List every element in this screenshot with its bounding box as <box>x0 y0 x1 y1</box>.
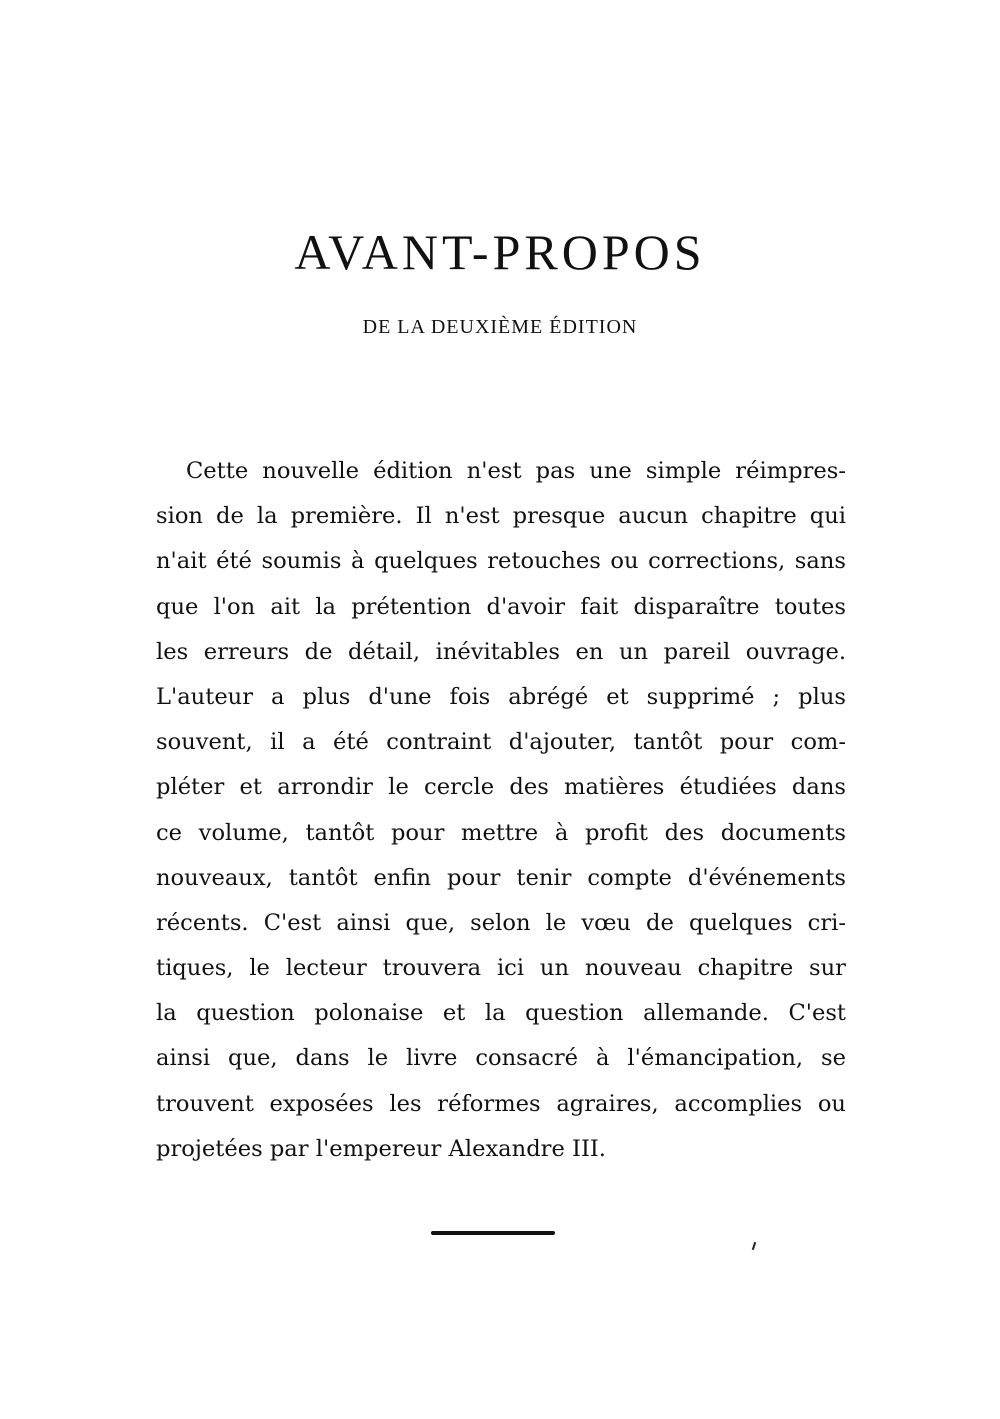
text-line: récents. C'est ainsi que, selon le vœu de quelques cri- <box>156 909 846 936</box>
body-paragraph <box>156 449 846 1172</box>
ink-speck <box>752 1242 756 1250</box>
text-line: sion de la première. Il n'est presque aucun chapitre qui <box>156 503 846 530</box>
section-divider <box>431 1231 555 1235</box>
text-line: nouveaux, tantôt enfin pour tenir compte d'événements <box>156 864 846 891</box>
text-line: ce volume, tantôt pour mettre à profit des documents <box>156 819 846 846</box>
text-line: les erreurs de détail, inévitables en un pareil ouvrage. <box>156 638 846 665</box>
text-line: la question polonaise et la question allemande. C'est <box>156 1000 846 1027</box>
text-line: projetées par l'empereur Alexandre III. <box>156 1135 606 1162</box>
text-line: Cette nouvelle édition n'est pas une simple réimpres- <box>186 458 846 484</box>
page-subtitle: DE LA DEUXIÈME ÉDITION <box>362 316 638 338</box>
page-title: AVANT-PROPOS <box>294 224 706 280</box>
text-line: que l'on ait la prétention d'avoir fait disparaître toutes <box>156 593 846 620</box>
text-line: trouvent exposées les réformes agraires, accomplies ou <box>156 1090 846 1117</box>
text-line: pléter et arrondir le cercle des matières étudiées dans <box>156 774 846 801</box>
text-line: L'auteur a plus d'une fois abrégé et supprimé ; plus <box>156 683 846 710</box>
text-line: souvent, il a été contraint d'ajouter, tantôt pour com- <box>156 729 846 756</box>
text-line: ainsi que, dans le livre consacré à l'émancipation, se <box>156 1045 846 1072</box>
text-line: tiques, le lecteur trouvera ici un nouveau chapitre sur <box>156 955 846 982</box>
text-line: n'ait été soumis à quelques retouches ou corrections, sans <box>156 548 846 575</box>
